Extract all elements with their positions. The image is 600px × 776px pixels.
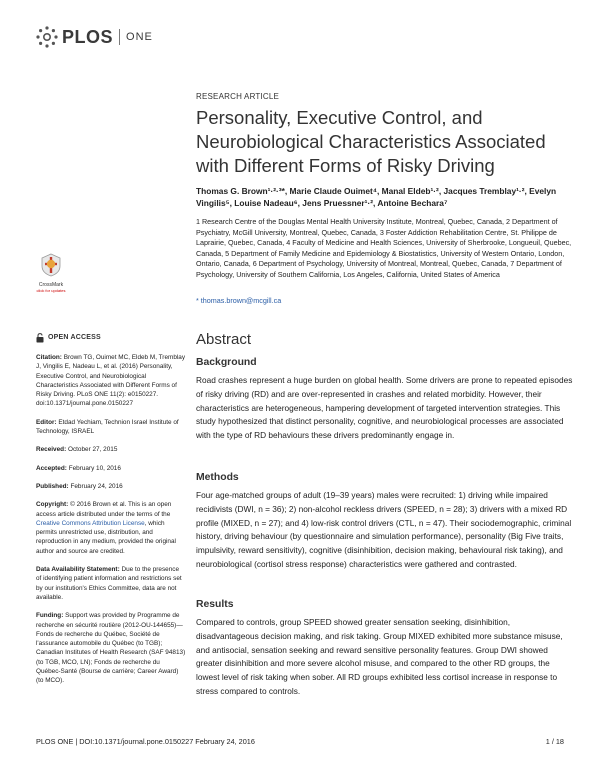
affiliations: 1 Research Centre of the Douglas Mental Health University Institute, Montreal, Quebec, Canada, 2 Department of Psychiatry, McGill University, Montreal, Quebec, Canada, 3 Foster Addiction Rehabilitation Centre, St. Philippe de Laprairie, Quebec, Canada, 4 Faculty of Medicine and Health Sciences, University of Sherbrooke, Longueuil, Quebec, Canada, 5 Department of Family Medicine and Epidemiology & Biostatistics, University of Western Ontario, London, Ontario, Canada, 6 Department of Psychology, University of Montreal, Montreal, Quebec, Canada, 7 Department of Psychology, University of Southern California, Los Angeles, California, United States of America [196,217,572,279]
received-block [36,445,186,454]
methods-section [196,472,574,572]
article-title: Personality, Executive Control, and Neurobiological Characteristics Associated with Different Forms of Risky Driving [196,107,546,176]
background-heading: Background [196,357,257,368]
received-label: Received: [36,446,67,454]
results-section [196,599,574,699]
logo-divider [119,29,120,45]
citation-text: Brown TG, Ouimet MC, Eldeb M, Tremblay J, Vingilis E, Nadeau L, et al. (2016) Personality, Executive Control, and Neurobiological Characteristics Associated with Different Forms of Risky Driving. PLoS ONE 11(2): e0150227. doi:10.1371/journal.pone.0150227 [36,354,186,408]
accepted-date: February 10, 2016 [68,464,121,472]
received-date: October 27, 2015 [67,446,118,454]
abstract-heading: Abstract [196,331,252,348]
page-number: 1 / 18 [545,737,564,746]
crossmark-icon [40,253,62,277]
data-availability-block [36,565,186,602]
results-text: Compared to controls, group SPEED showed greater sensation seeking, disinhibition, disadvantageous decision making, and risk taking. Group MIXED exhibited more substance misuse, and antisocial, sensation seeking and reward sensitive personality features. Group DWI showed greater disinhibition and more severe alcohol misuse, and compared to the other RD groups, the lowest level of risk taking when sober. All RD groups exhibited less cortisol increase in response to stress compared to controls. [196,617,563,696]
crossmark-label: CrossMark [38,282,64,288]
funding-text: Support was provided by Programme de recherche en sécurité routière (2012-OU-144655)—Fonds de recherche du Québec, Société de l'assurance automobile du Québec (to TGB); Canadian Institutes of Health Research (SAF 94813) (to TGB, MCO, LN); Fonds de recherche du Québec-Santé (Bourse de carrière; Career Award) (to MCO). [36,612,186,685]
copyright-label: Copyright: [36,501,69,509]
license-link[interactable]: Creative Commons Attribution License [36,519,145,527]
funding-label: Funding: [36,612,64,620]
data-availability-text: Due to the presence of identifying patient information and restrictions set by our institution's Ethics Committee, data are not available. [36,566,182,601]
editor-text: Etdad Yechiam, Technion Israel Institute of Technology, ISRAEL [36,418,179,436]
page-footer [36,737,564,746]
plos-sunburst-icon [36,26,58,48]
funding-block [36,611,186,685]
article-type: RESEARCH ARTICLE [196,92,280,101]
crossmark-badge[interactable] [36,253,66,293]
accepted-block [36,464,186,473]
open-access-label: OPEN ACCESS [48,334,101,342]
journal-name: ONE [126,31,153,43]
published-date: February 24, 2016 [70,482,123,490]
copyright-text-pre: © 2016 Brown et al. This is an open access article distributed under the terms of the [36,501,172,518]
citation-block [36,353,186,409]
background-section [196,357,574,443]
editor-block [36,418,186,437]
methods-heading: Methods [196,472,239,483]
background-text: Road crashes represent a huge burden on global health. Some drivers are prone to repeated episodes of risky driving (RD) and are over-represented in crashes and related morbidity. However, their characteristics are heterogeneous, hampering development of targeted intervention strategies. This study hypothesized that distinct personality, cognitive, and neurobiological processes are associated with the type of RD behaviours these drivers predominantly engage in. [196,375,573,441]
plos-logo-text: PLOS [62,26,114,47]
copyright-block [36,500,186,556]
methods-text: Four age-matched groups of adult (19–39 years) males were recruited: 1) driving while impaired recidivists (DWI, n = 36); 2) non-alcohol reckless drivers (SPEED, n = 28); 3) drivers with a mixed RD profile (MIXED, n = 27); and 4) low-risk control drivers (CTL, n = 47). Their sociodemographic, criminal history, driving behaviour (by questionnaire and simulation performance), personality (Big Five traits, impulsivity, reward sensitivity), cognitive (disinhibition, decision making, behavioural risk taking), and neurobiological (cortisol stress response) characteristics were gathered and contrasted. [196,490,572,569]
open-access-badge [36,333,186,343]
editor-label: Editor: [36,418,57,426]
open-lock-icon [36,333,44,343]
crossmark-sub: click for updates [36,288,66,293]
plos-logo[interactable] [36,26,153,48]
results-heading: Results [196,599,234,610]
author-list: Thomas G. Brown¹·²·³*, Marie Claude Ouimet⁴, Manal Eldeb¹·², Jacques Tremblay¹·², Evelyn Vingilis⁵, Louise Nadeau⁶, Jens Pruessner¹·², Antoine Bechara⁷ [196,186,557,208]
data-availability-label: Data Availability Statement: [36,566,120,574]
accepted-label: Accepted: [36,464,67,472]
corresponding-email-link[interactable]: * thomas.brown@mcgill.ca [196,296,282,305]
citation-label: Citation: [36,354,62,361]
article-info-sidebar [36,333,186,695]
copyright-text-post: , which permits unrestricted use, distribution, and reproduction in any medium, provided the original author and source are credited. [36,519,176,555]
published-block [36,482,186,491]
footer-citation: PLOS ONE | DOI:10.1371/journal.pone.0150227 February 24, 2016 [36,737,255,746]
published-label: Published: [36,482,69,490]
